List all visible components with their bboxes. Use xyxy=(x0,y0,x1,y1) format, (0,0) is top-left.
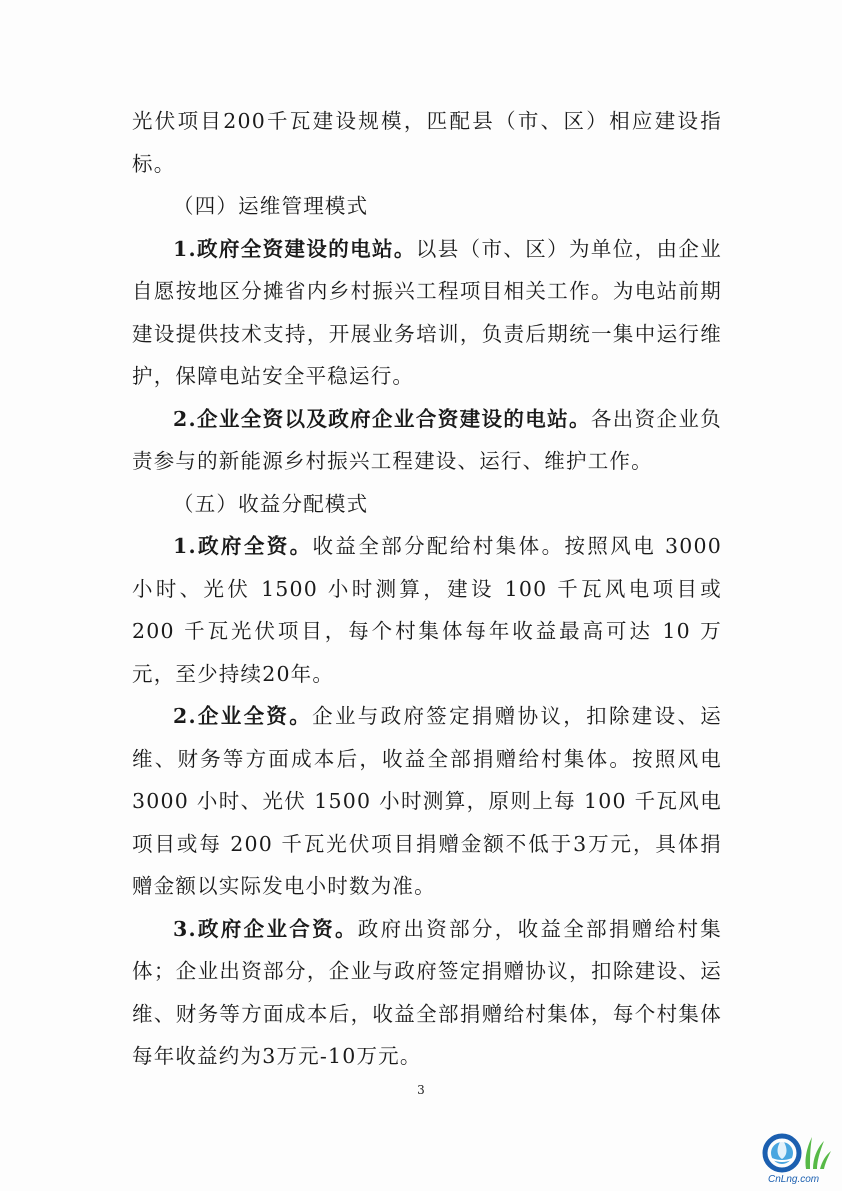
section-heading-revenue: （五）收益分配模式 xyxy=(173,491,369,516)
paragraph-item xyxy=(132,228,722,398)
paragraph-lead: 1.政府全资。 xyxy=(173,534,313,558)
paragraph-text: 企业与政府签定捐赠协议，扣除建设、运维、财务等方面成本后，收益全部捐赠给村集体。按照风电 3000 小时、光伏 1500 小时测算，原则上每 100 千瓦风电项目或每 200 千瓦光伏项目捐赠金额不低于3万元，具体捐赠金额以实际发电小时数为准。 xyxy=(132,704,722,898)
paragraph-lead: 1.政府全资建设的电站。 xyxy=(173,236,416,261)
paragraph-item xyxy=(132,398,722,483)
paragraph-lead: 2.企业全资以及政府企业合资建设的电站。 xyxy=(173,406,591,431)
paragraph-lead: 3.政府企业合资。 xyxy=(173,916,358,941)
paragraph-text: 收益全部分配给村集体。按照风电 3000 小时、光伏 1500 小时测算，建设 100 千瓦风电项目或 200 千瓦光伏项目，每个村集体每年收益最高可达 10 万元，至少持续20年。 xyxy=(132,534,722,686)
paragraph-continuation: 光伏项目200千瓦建设规模，匹配县（市、区）相应建设指标。 xyxy=(132,109,722,176)
paragraph-item xyxy=(132,525,722,695)
page-number: 3 xyxy=(417,1083,425,1097)
paragraph-text: 以县（市、区）为单位，由企业自愿按地区分摊省内乡村振兴工程项目相关工作。为电站前期建设提供技术支持，开展业务培训，负责后期统一集中运行维护，保障电站安全平稳运行。 xyxy=(132,236,722,388)
section-heading-operation: （四）运维管理模式 xyxy=(173,194,369,218)
cnlng-logo-icon xyxy=(760,1129,834,1185)
paragraph-lead: 2.企业全资。 xyxy=(173,704,313,728)
paragraph-item xyxy=(132,908,722,1078)
svg-text:CnLng.com: CnLng.com xyxy=(768,1174,820,1185)
paragraph-text: 各出资企业负责参与的新能源乡村振兴工程建设、运行、维护工作。 xyxy=(132,406,723,473)
paragraph-item xyxy=(132,695,722,908)
document-body xyxy=(132,100,722,1078)
paragraph-text: 政府出资部分，收益全部捐赠给村集体；企业出资部分，企业与政府签定捐赠协议，扣除建设、运维、财务等方面成本后，收益全部捐赠给村集体，每个村集体每年收益约为3万元-10万元。 xyxy=(132,916,722,1068)
